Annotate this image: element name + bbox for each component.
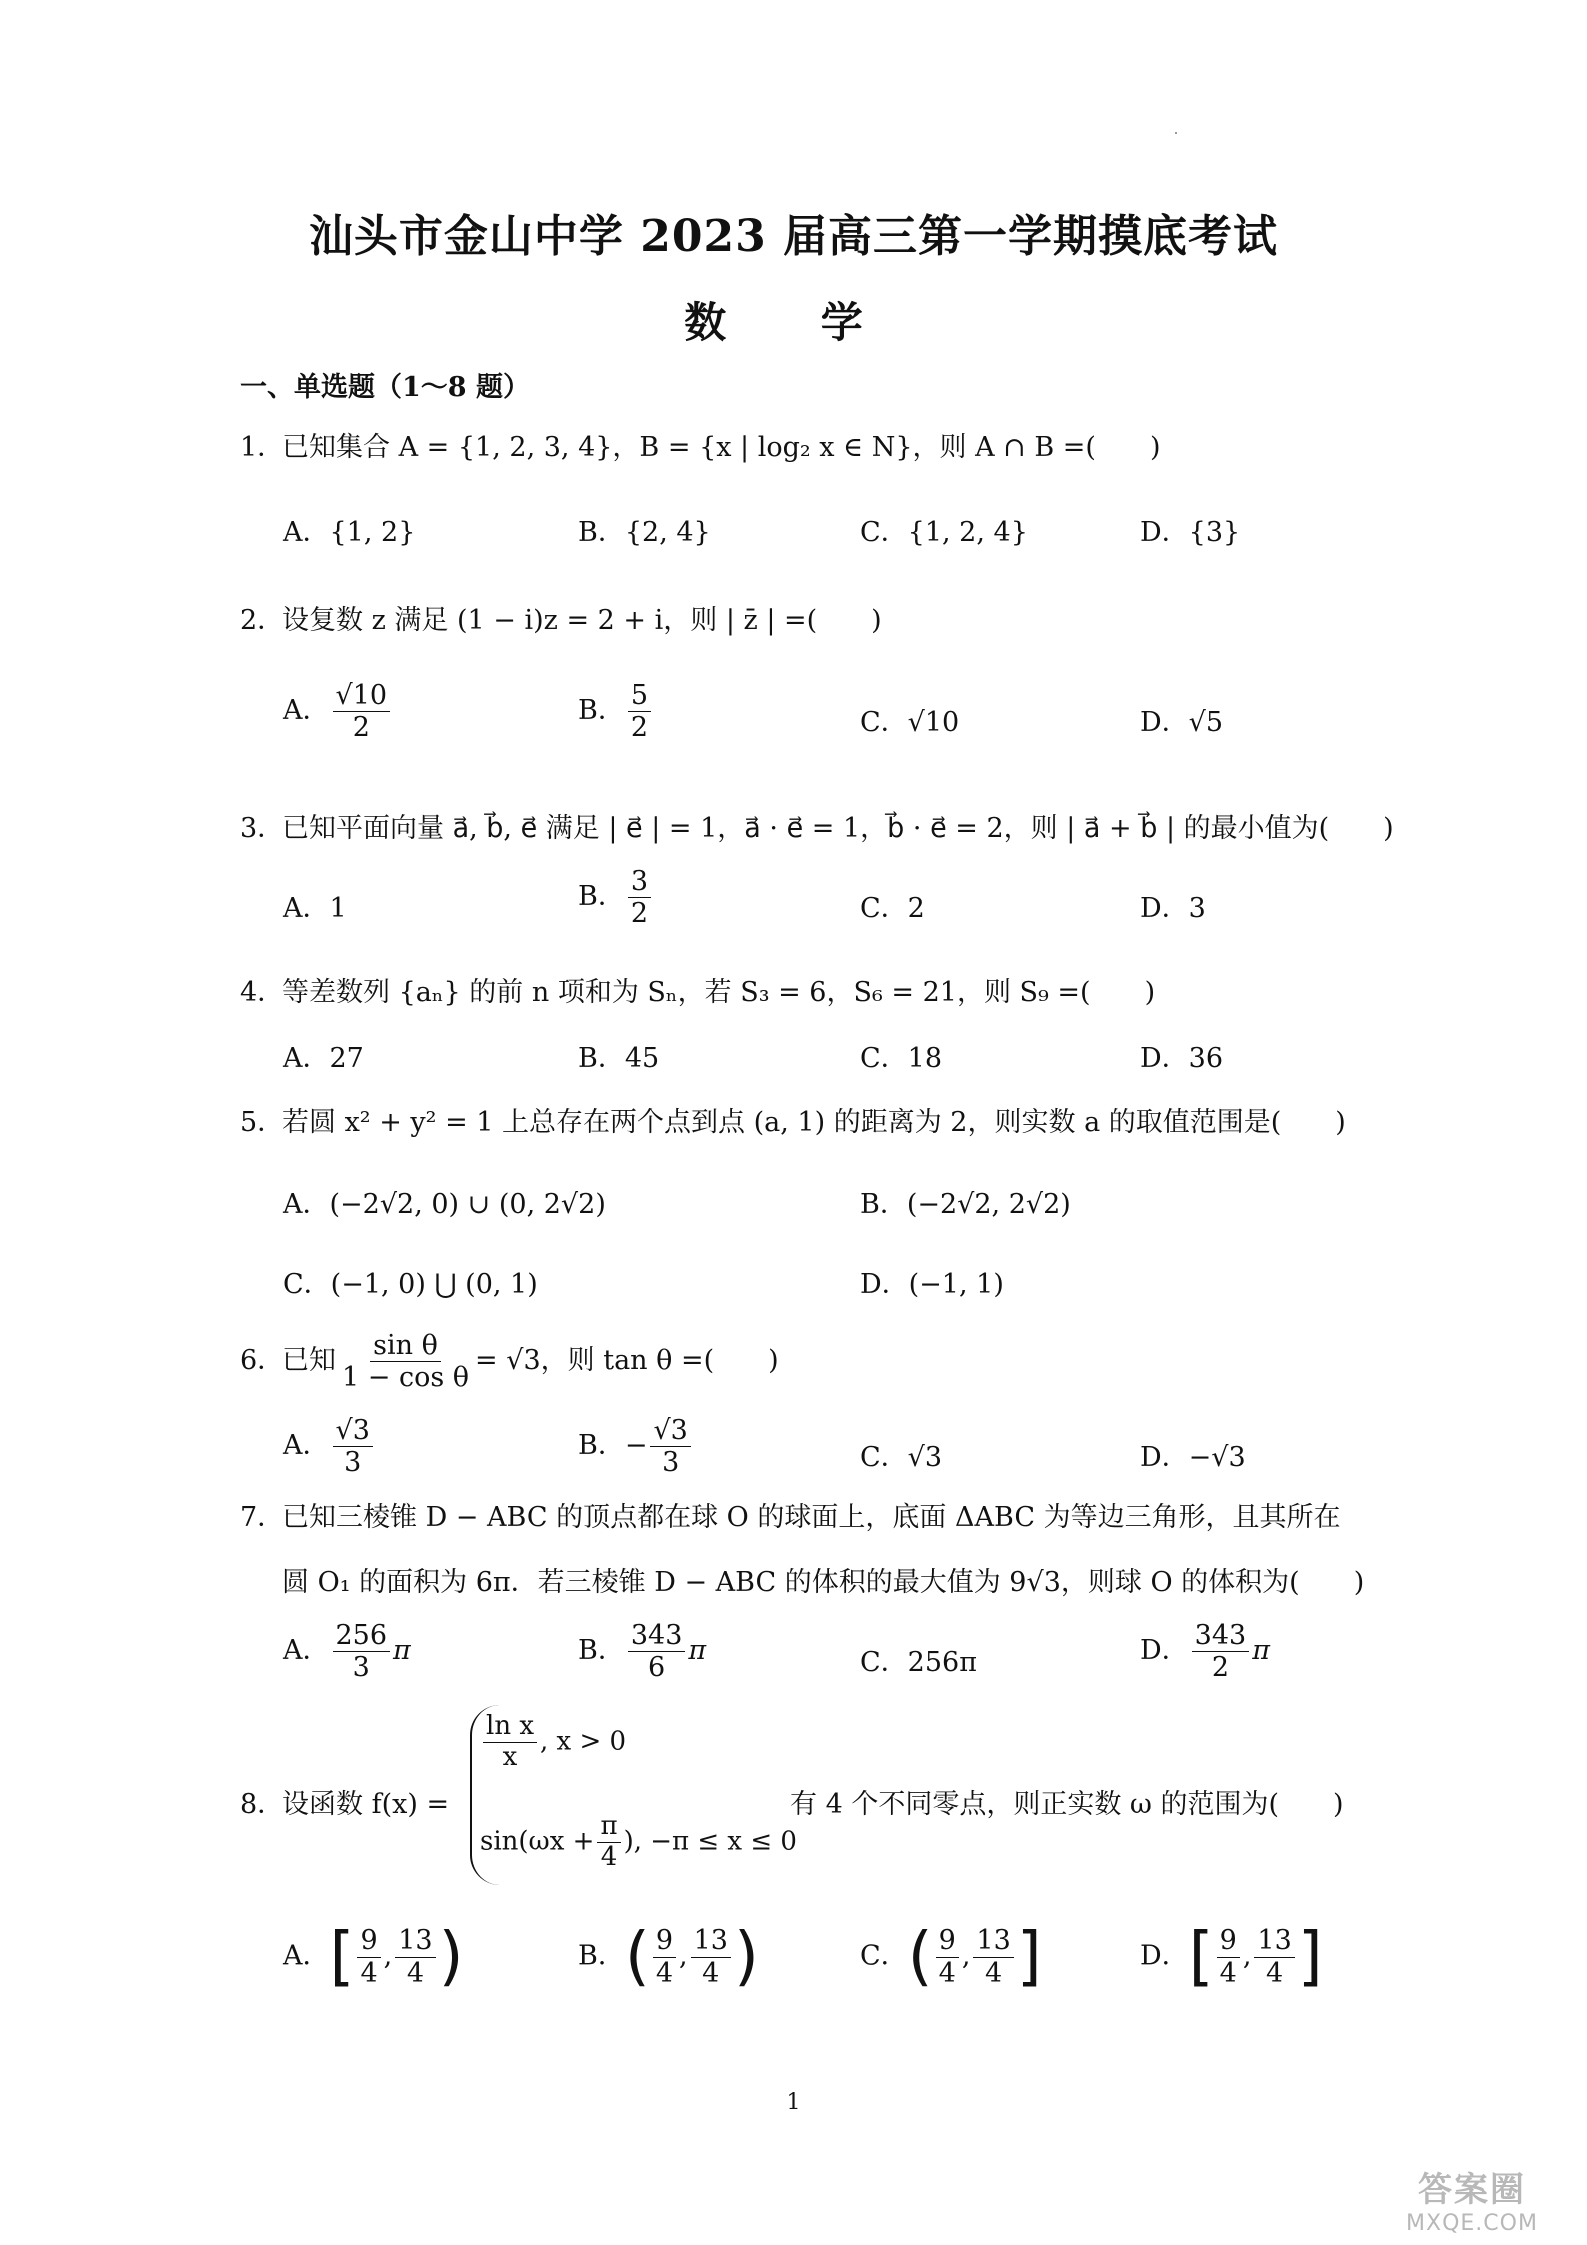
fraction: $\frac{9}{4}$ <box>936 1925 959 1988</box>
question-stem: 等差数列 {aₙ} 的前 n 项和为 Sₙ，若 S₃ = 6，S₆ = 21，则 S₉ =( ) <box>282 977 1156 1008</box>
option-a: A． $\frac{256}{3}$ π <box>283 1620 411 1684</box>
question-8: 8．设函数 f(x) = <box>240 1782 449 1821</box>
fraction: $\frac{√10}{2}$ <box>333 680 391 743</box>
option-b: B．− $\frac{√3}{3}$ <box>578 1415 694 1478</box>
option-d: D．−√3 <box>1140 1442 1246 1473</box>
option-c: C．18 <box>860 1043 943 1074</box>
option-d: D．(−1, 1) <box>860 1269 1004 1300</box>
question-number: 4． <box>240 977 285 1008</box>
question-1 <box>240 425 1160 464</box>
question-stem: 已知平面向量 a⃗, b⃗, e⃗ 满足 | e⃗ | = 1，a⃗ · e⃗ = 1，b⃗ · e⃗ = 2，则 | a⃗ + b⃗ | 的最小值为( ) <box>282 813 1394 844</box>
fraction: $\frac{\pi}{4}$ <box>597 1812 620 1873</box>
fraction: $\frac{5}{2}$ <box>628 680 651 743</box>
question-8-tail: 有 4 个不同零点，则正实数 ω 的范围为( ) <box>790 1789 1344 1820</box>
option-a: A．{1, 2} <box>283 517 416 548</box>
option-a: A．27 <box>283 1043 364 1074</box>
question-5 <box>240 1100 1346 1139</box>
option-d: D．36 <box>1140 1043 1224 1074</box>
question-stem: 已知集合 A = {1, 2, 3, 4}，B = {x | log₂ x ∈ N}，则 A ∩ B =( ) <box>282 432 1161 463</box>
option-a: A． $\frac{√3}{3}$ <box>283 1415 376 1478</box>
question-7-line-2: 圆 O₁ 的面积为 6π．若三棱锥 D − ABC 的体积的最大值为 9√3，则球 O 的体积为( ) <box>282 1567 1365 1598</box>
question-number: 5． <box>240 1107 285 1138</box>
option-d: D．[ $\frac{9}{4}$ , $\frac{13}{4}$ ] <box>1140 1920 1323 1994</box>
watermark-logo: 答案圈 MXQE.COM <box>1406 2170 1538 2236</box>
option-a: A．1 <box>283 893 347 924</box>
option-a: A． $\frac{√10}{2}$ <box>283 680 393 743</box>
fraction: $\frac{3}{2}$ <box>628 866 651 929</box>
option-c: C．(−1, 0) ⋃ (0, 1) <box>283 1269 538 1300</box>
question-number: 1． <box>240 432 285 463</box>
option-b: B． $\frac{5}{2}$ <box>578 680 654 743</box>
fraction: $\frac{9}{4}$ <box>357 1925 380 1988</box>
question-6: 6．已知 $\frac{\text{sin θ}}{\text{1 − cos θ}}$ = √3，则 tan θ =( ) <box>240 1330 779 1394</box>
option-c: C．{1, 2, 4} <box>860 517 1028 548</box>
question-number: 8． <box>240 1789 285 1820</box>
question-stem: 设复数 z 满足 (1 − i)z = 2 + i，则 | z̄ | =( ) <box>282 605 882 636</box>
fraction: $\frac{13}{4}$ <box>973 1925 1013 1988</box>
option-c: C．2 <box>860 893 925 924</box>
question-stem: 已知三棱锥 D − ABC 的顶点都在球 O 的球面上，底面 ΔABC 为等边三角形，且其所在 <box>282 1502 1341 1533</box>
question-stem: 若圆 x² + y² = 1 上总存在两个点到点 (a, 1) 的距离为 2，则实数 a 的取值范围是( ) <box>282 1107 1346 1138</box>
fraction: $\frac{343}{2}$ <box>1192 1620 1250 1683</box>
question-number: 6． <box>240 1345 285 1377</box>
question-3 <box>240 806 1394 845</box>
option-a: A．(−2√2, 0) ∪ (0, 2√2) <box>283 1189 606 1220</box>
fraction: $\frac{9}{4}$ <box>1217 1925 1240 1988</box>
option-b: B．{2, 4} <box>578 517 711 548</box>
fraction: $\frac{9}{4}$ <box>653 1925 676 1988</box>
question-2 <box>240 598 882 637</box>
option-d: D．√5 <box>1140 707 1224 738</box>
option-b: B． $\frac{3}{2}$ <box>578 866 654 929</box>
fraction: $\frac{√3}{3}$ <box>650 1415 690 1478</box>
option-d: D．{3} <box>1140 517 1241 548</box>
option-c: C．√10 <box>860 707 960 738</box>
fraction: $\frac{\text{sin θ}}{\text{1 − cos θ}}$ <box>342 1330 470 1394</box>
piecewise-row-2: sin(ωx + $\frac{\pi}{4}$ ), −π ≤ x ≤ 0 <box>480 1811 797 1872</box>
fraction: $\frac{343}{6}$ <box>628 1620 686 1683</box>
option-d: D． $\frac{343}{2}$ π <box>1140 1620 1270 1684</box>
stray-dot <box>1175 132 1177 134</box>
option-c: C．256π <box>860 1647 977 1678</box>
question-number: 3． <box>240 813 285 844</box>
subject-title: 数 学 <box>684 298 903 347</box>
option-b: B． $\frac{343}{6}$ π <box>578 1620 707 1684</box>
option-c: C．√3 <box>860 1442 943 1473</box>
piecewise-row-1: $\frac{\text{ln x}}{x}$ , x > 0 <box>480 1712 626 1773</box>
section-heading: 一、单选题（1～8 题） <box>240 372 530 403</box>
question-4 <box>240 970 1155 1009</box>
fraction: $\frac{13}{4}$ <box>395 1925 435 1988</box>
page-number: 1 <box>786 2090 801 2115</box>
option-c: C．( $\frac{9}{4}$ , $\frac{13}{4}$ ] <box>860 1920 1042 1994</box>
option-b: B．(−2√2, 2√2) <box>860 1189 1071 1220</box>
fraction: $\frac{256}{3}$ <box>333 1620 391 1683</box>
option-a: A．[ $\frac{9}{4}$ , $\frac{13}{4}$ ) <box>283 1920 464 1994</box>
option-d: D．3 <box>1140 893 1206 924</box>
question-number: 2． <box>240 605 285 636</box>
question-7 <box>240 1495 1341 1534</box>
fraction: $\frac{\text{ln x}}{x}$ <box>483 1712 537 1773</box>
option-b: B．45 <box>578 1043 660 1074</box>
option-b: B．( $\frac{9}{4}$ , $\frac{13}{4}$ ) <box>578 1920 759 1994</box>
fraction: $\frac{13}{4}$ <box>1254 1925 1294 1988</box>
exam-title: 汕头市金山中学 2023 届高三第一学期摸底考试 <box>308 211 1279 262</box>
fraction: $\frac{13}{4}$ <box>691 1925 731 1988</box>
question-number: 7． <box>240 1502 285 1533</box>
fraction: $\frac{√3}{3}$ <box>333 1415 373 1478</box>
